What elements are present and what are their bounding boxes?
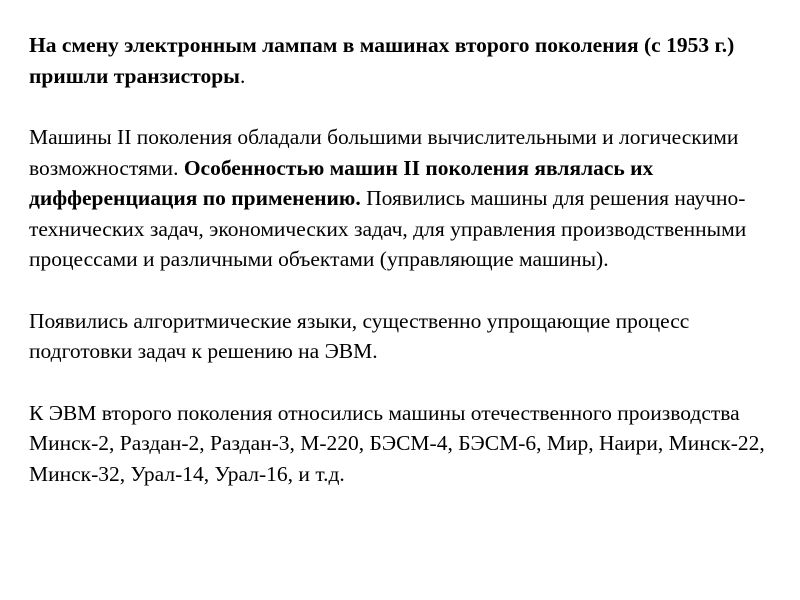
paragraph-transistors: [29, 30, 770, 91]
paragraph-algorithmic-languages: [29, 306, 770, 367]
text-lead: Машины II поколения обладали большими вычислительными и логическими возможностями.: [29, 125, 739, 180]
paragraph-computer-list: [29, 398, 770, 490]
text-tail: .: [239, 63, 246, 88]
bold-text: На смену электронным лампам в машинах второго поколения (с 1953 г.) пришли транзисторы: [29, 33, 735, 88]
paragraph-second-generation: [29, 122, 770, 275]
bold-text: Особенностью машин II поколения являлась их дифференциация по применению.: [29, 155, 654, 210]
paragraph-text: Появились алгоритмические языки, существенно упрощающие процесс подготовки задач к решению на ЭВМ.: [29, 308, 690, 363]
paragraph-text: К ЭВМ второго поколения относились машины отечественного производства Минск-2, Раздан-2, Раздан-3, М-220, БЭСМ-4, БЭСМ-6, Мир, Наири, Минск-22, Минск-32, Урал-14, Урал-16, и т.д.: [29, 400, 765, 486]
text-tail: Появились машины для решения научно-технических задач, экономических задач, для управления производственными процессами и различными объектами (управляющие машины).: [29, 186, 747, 271]
